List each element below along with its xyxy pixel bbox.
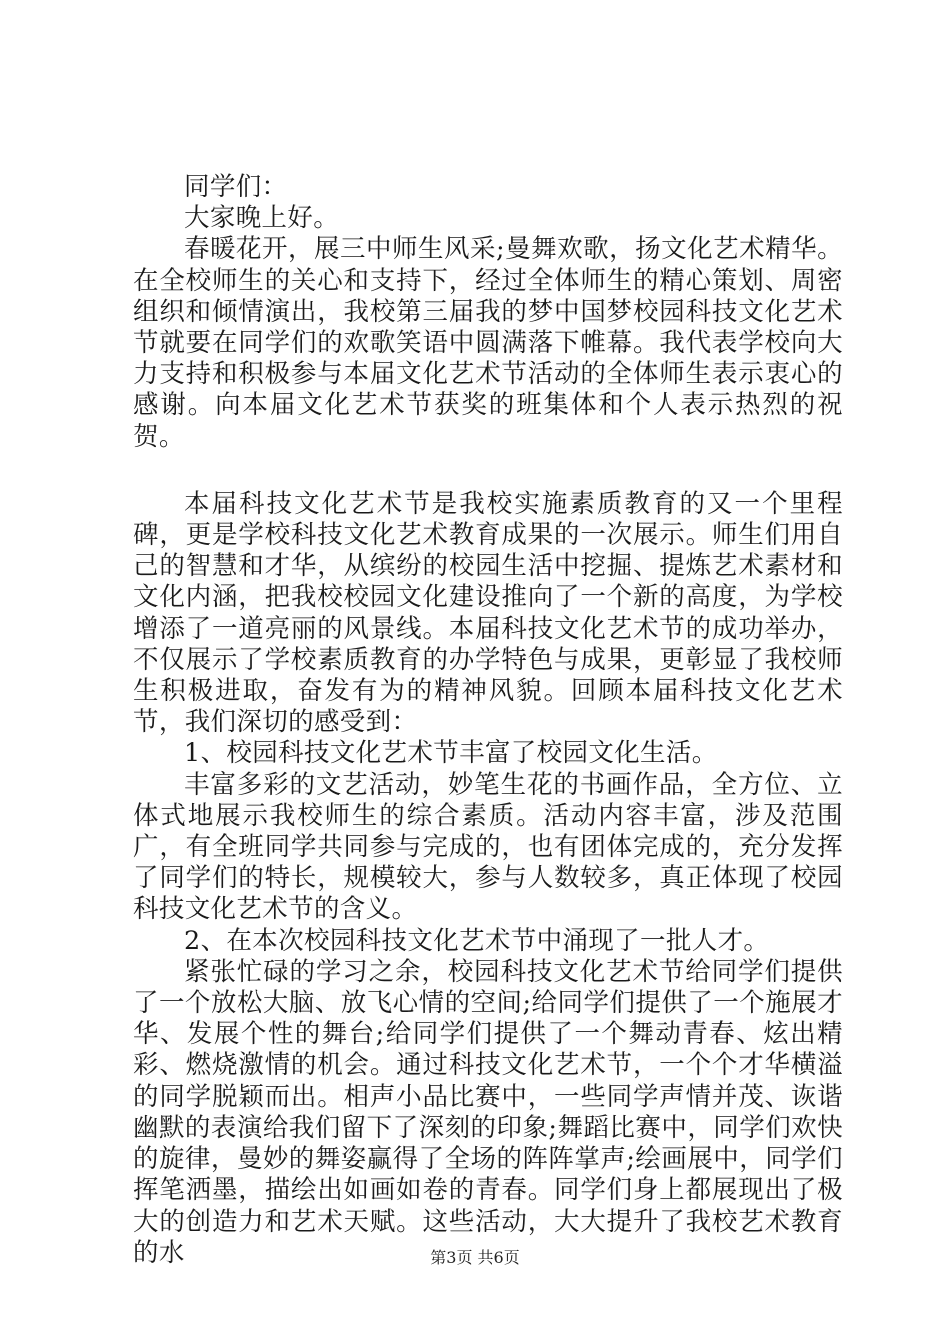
paragraph-point-1: 丰富多彩的文艺活动，妙笔生花的书画作品，全方位、立体式地展示我校师生的综合素质。活动内容丰富，涉及范围广，有全班同学共同参与完成的，也有团体完成的，充分发挥了同学们的特长，规模较大，参与人数较多，真正体现了校园科技文化艺术节的含义。 xyxy=(133,769,843,925)
paragraph-spacer xyxy=(133,453,843,489)
page-number-footer: 第3页 共6页 xyxy=(430,1248,520,1267)
point-heading-1: 1、校园科技文化艺术节丰富了校园文化生活。 xyxy=(184,738,718,769)
point-heading-2: 2、在本次校园科技文化艺术节中涌现了一批人才。 xyxy=(184,925,770,956)
paragraph-opening: 春暖花开，展三中师生风采;曼舞欢歌，扬文化艺术精华。在全校师生的关心和支持下，经过全体师生的精心策划、周密组织和倾情演出，我校第三届我的梦中国梦校园科技文化艺术节就要在同学们的欢歌笑语中圆满落下帷幕。我代表学校向大力支持和积极参与本届文化艺术节活动的全体师生表示衷心的感谢。向本届文化艺术节获奖的班集体和个人表示热烈的祝贺。 xyxy=(133,234,843,452)
document-body xyxy=(133,172,843,1269)
salutation: 同学们： xyxy=(184,172,288,202)
paragraph-milestone: 本届科技文化艺术节是我校实施素质教育的又一个里程碑，更是学校科技文化艺术教育成果的一次展示。师生们用自己的智慧和才华，从缤纷的校园生活中挖掘、提炼艺术素材和文化内涵，把我校校园文化建设推向了一个新的高度，为学校增添了一道亮丽的风景线。本届科技文化艺术节的成功举办，不仅展示了学校素质教育的办学特色与成果，更彰显了我校师生积极进取，奋发有为的精神风貌。回顾本届科技文化艺术节，我们深切的感受到： xyxy=(133,488,843,738)
paragraph-point-2: 紧张忙碌的学习之余，校园科技文化艺术节给同学们提供了一个放松大脑、放飞心情的空间;给同学们提供了一个施展才华、发展个性的舞台;给同学们提供了一个舞动青春、炫出精彩、燃烧激情的机会。通过科技文化艺术节，一个个才华横溢的同学脱颖而出。相声小品比赛中，一些同学声情并茂、诙谐幽默的表演给我们留下了深刻的印象;舞蹈比赛中，同学们欢快的旋律，曼妙的舞姿赢得了全场的阵阵掌声;绘画展中，同学们挥笔洒墨，描绘出如画如卷的青春。同学们身上都展现出了极大的创造力和艺术天赋。这些活动，大大提升了我校艺术教育的水 xyxy=(133,956,843,1268)
greeting: 大家晚上好。 xyxy=(184,203,340,234)
